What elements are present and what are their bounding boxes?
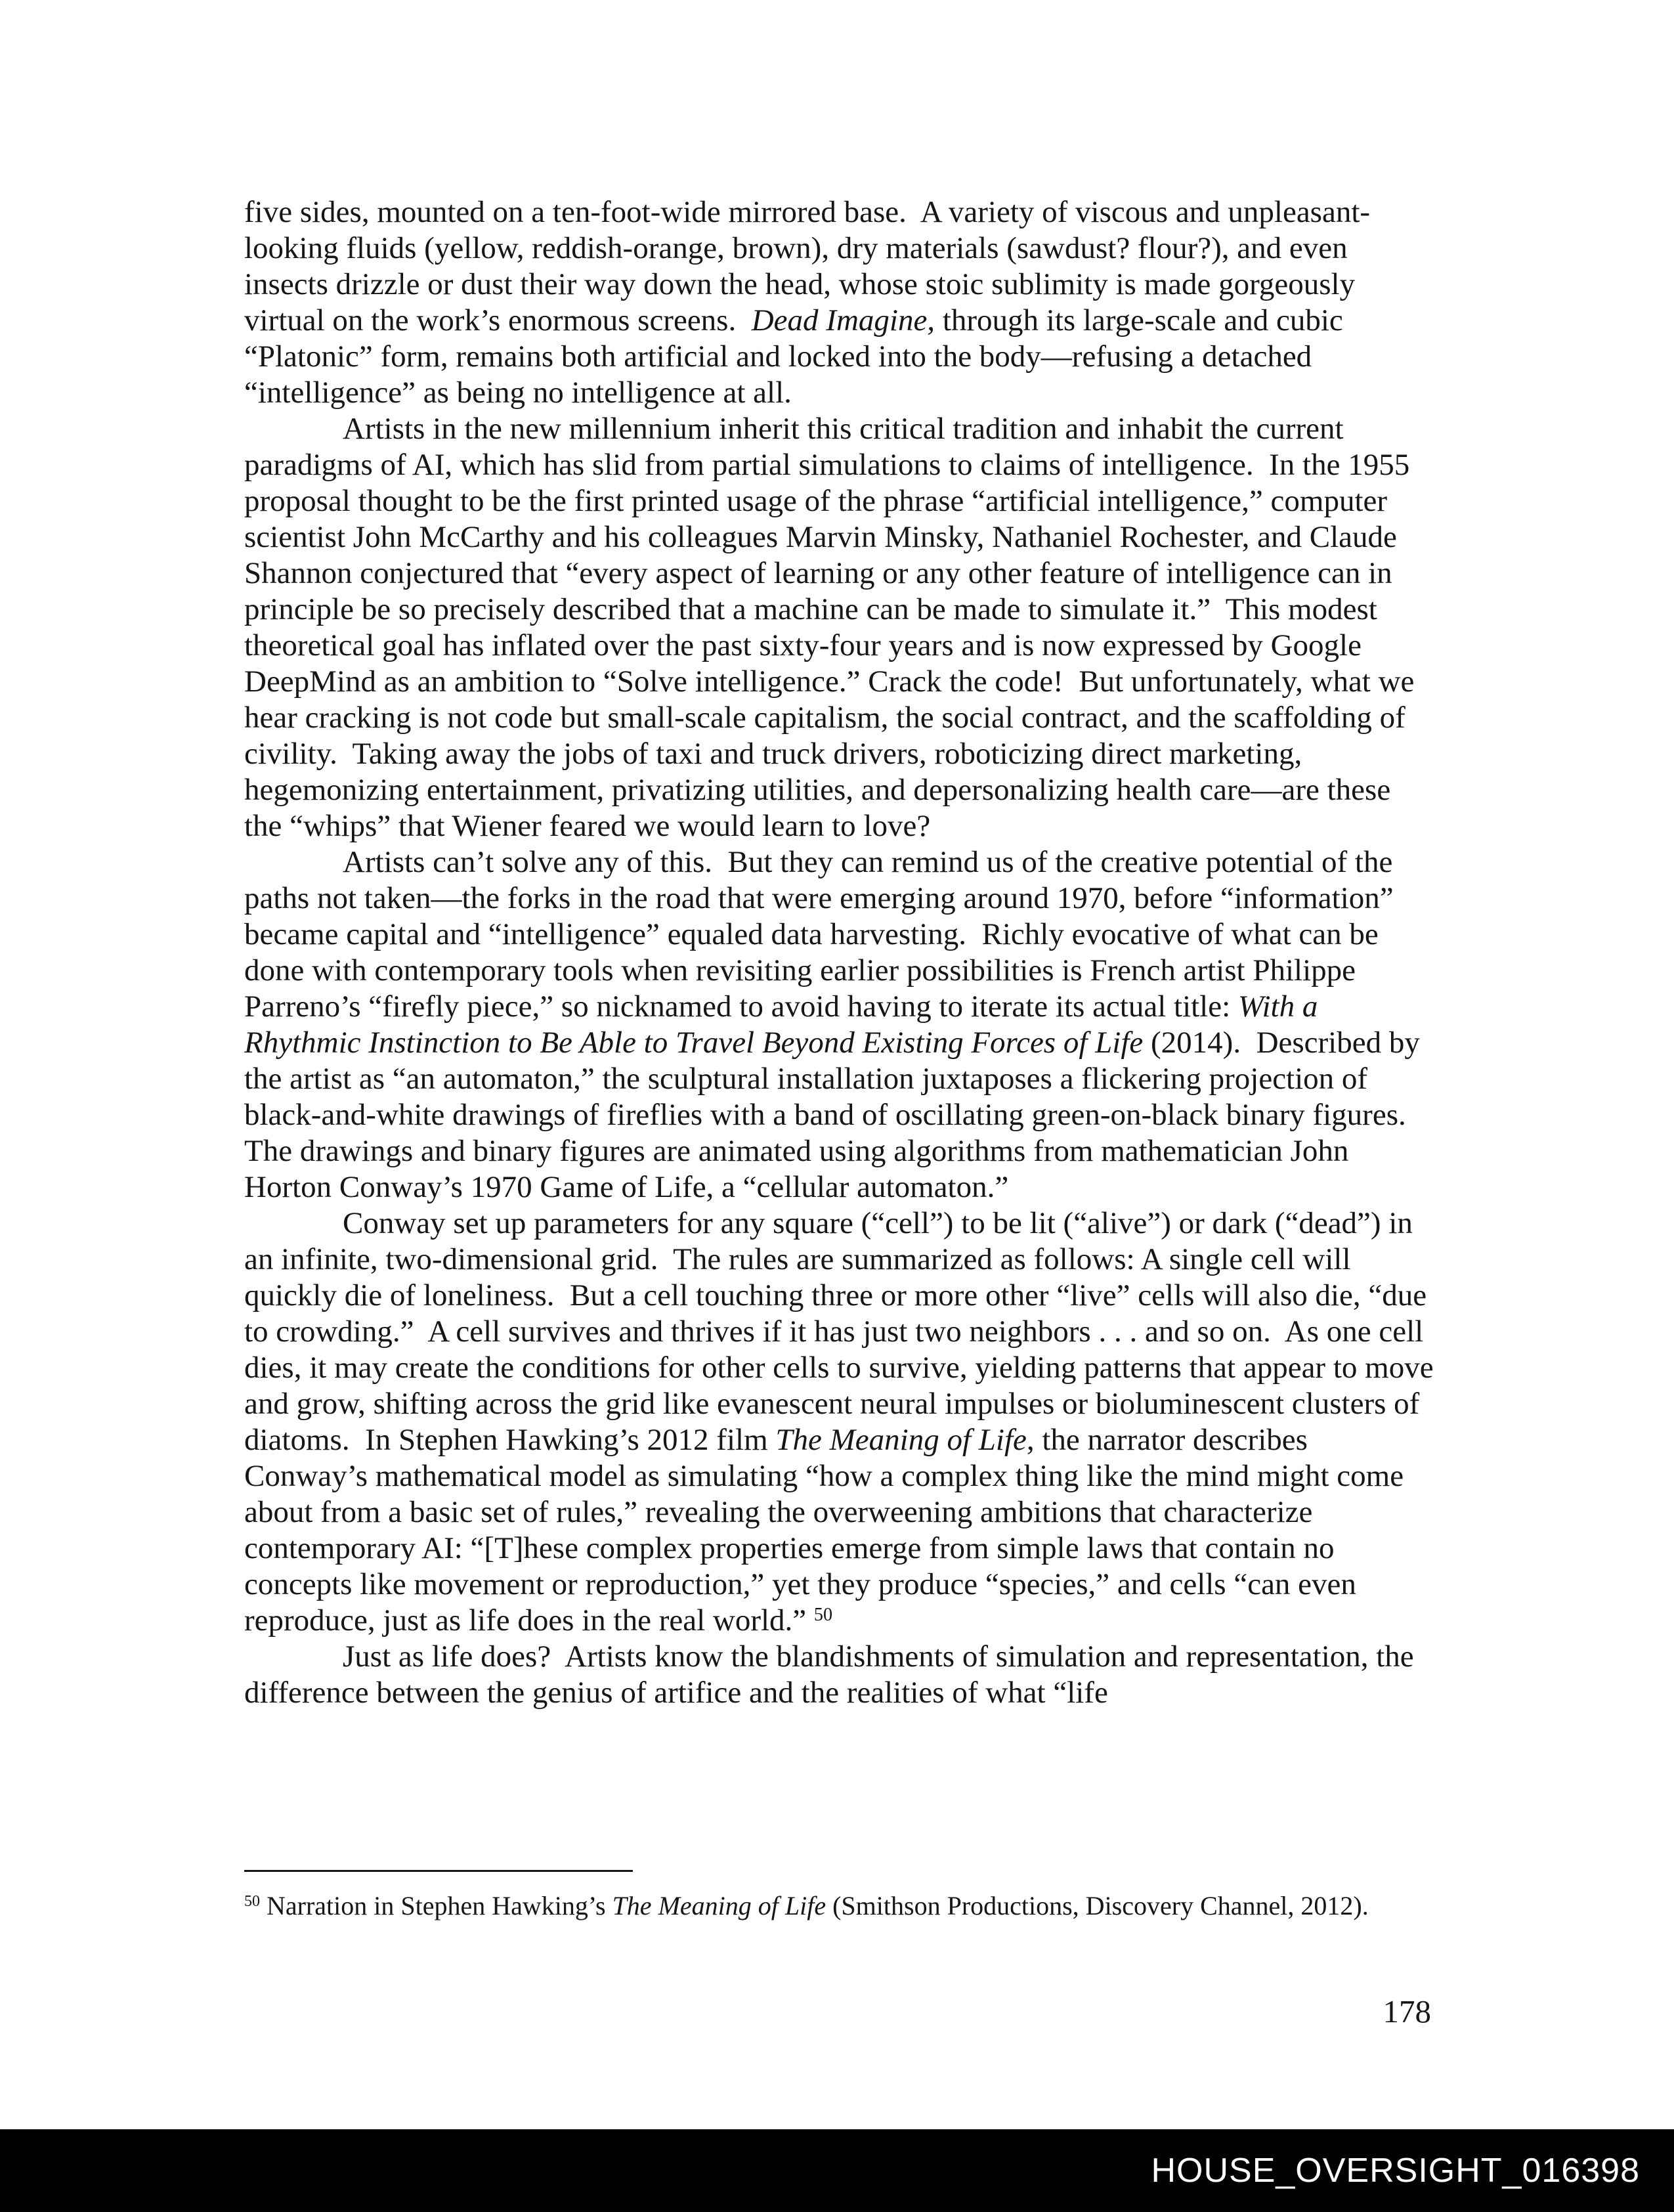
footnote-area: [244, 1870, 1436, 1922]
footnote-marker: 50: [813, 1604, 833, 1625]
text-run: (2014). Described by the artist as “an automaton,” the sculptural installation juxtaposes a flickering projection of black-and-white drawings of fireflies with a band of oscillating green-on-black binary figures. The drawings and binary figures are animated using algorithms from mathematician John Horton Conway’s 1970 Game of Life, a “cellular automaton.”: [244, 1026, 1428, 1204]
page-number: 178: [1383, 1993, 1431, 2029]
text-run: Conway set up parameters for any square (“cell”) to be lit (“alive”) or dark (“dead”) in an infinite, two-dimensional grid. The rules are summarized as follows: A single cell will quickly die of loneliness. But a cell touching three or more other “live” cells will also die, “due to crowding.” A cell survives and thrives if it has just two neighbors . . . and so on. As one cell dies, it may create the conditions for other cells to survive, yielding patterns that appear to move and grow, shifting across the grid like evanescent neural impulses or bioluminescent clusters of diatoms. In Stephen Hawking’s 2012 film: [244, 1206, 1442, 1457]
text-run: Just as life does? Artists know the blandishments of simulation and representation, the difference between the genius of artifice and the realities of what “life: [244, 1639, 1422, 1710]
italic-text-run: The Meaning of Life: [612, 1891, 826, 1920]
footnote-marker: 50: [244, 1892, 260, 1910]
document-body: [244, 194, 1442, 1711]
text-run: , the narrator describes Conway’s mathematical model as simulating “how a complex thing like the mind might come about from a basic set of rules,” revealing the overweening ambitions that characterize contemporary AI: “[T]hese complex properties emerge from simple laws that contain no concepts like movement or reproduction,” yet they produce “species,” and cells “can even reproduce, just as life does in the real world.”: [244, 1423, 1411, 1637]
italic-text-run: The Meaning of Life: [775, 1423, 1027, 1457]
text-run: Artists can’t solve any of this. But they can remind us of the creative potential of the paths not taken—the forks in the road that were emerging around 1970, before “information” became capital and “intelligence” equaled data harvesting. Richly evocative of what can be done with contemporary tools when revisiting earlier possibilities is French artist Philippe Parreno’s “firefly piece,” so nicknamed to avoid having to iterate its actual title:: [244, 845, 1402, 1024]
footnote-separator: [244, 1870, 633, 1872]
footnote-text: [244, 1890, 1436, 1922]
paragraph: [244, 844, 1436, 1205]
text-run: Artists in the new millennium inherit this critical tradition and inhabit the current paradigms of AI, which has slid from partial simulations to claims of intelligence. In the 1955 proposal thought to be the first printed usage of the phrase “artificial intelligence,” computer scientist John McCarthy and his colleagues Marvin Minsky, Nathaniel Rochester, and Claude Shannon conjectured that “every aspect of learning or any other feature of intelligence can in principle be so precisely described that a machine can be made to simulate it.” This modest theoretical goal has inflated over the past sixty-four years and is now expressed by Google DeepMind as an ambition to “Solve intelligence.” Crack the code! But unfortunately, what we hear cracking is not code but small-scale capitalism, the social contract, and the scaffolding of civility. Taking away the jobs of taxi and truck drivers, roboticizing direct marketing, hegemonizing entertainment, privatizing utilities, and depersonalizing health care—are these the “whips” that Wiener feared we would learn to love?: [244, 412, 1423, 843]
paragraph: [244, 194, 1436, 411]
text-run: through its large-scale and cubic “Platonic” form, remains both artificial and locked into the body—refusing a detached “intelligence” as being no intelligence at all.: [244, 303, 1351, 410]
footer-bar: [0, 2129, 1674, 2212]
paragraph: [244, 411, 1436, 844]
text-run: Narration in Stephen Hawking’s: [260, 1891, 612, 1920]
italic-text-run: With a Rhythmic Instinction to Be Able to Travel Beyond Existing Forces of Life: [244, 989, 1326, 1060]
paragraph: [244, 1205, 1442, 1639]
text-run: five sides, mounted on a ten-foot-wide mirrored base. A variety of viscous and unpleasant-looking fluids (yellow, reddish-orange, brown), dry materials (sawdust? flour?), and even insects drizzle or dust their way down the head, whose stoic sublimity is made gorgeously virtual on the work’s enormous screens.: [244, 195, 1371, 337]
paragraph: [244, 1639, 1436, 1711]
bates-stamp: HOUSE_OVERSIGHT_016398: [1151, 2152, 1640, 2190]
text-run: (Smithson Productions, Discovery Channel, 2012).: [826, 1891, 1369, 1920]
italic-text-run: Dead Imagine,: [751, 303, 935, 337]
